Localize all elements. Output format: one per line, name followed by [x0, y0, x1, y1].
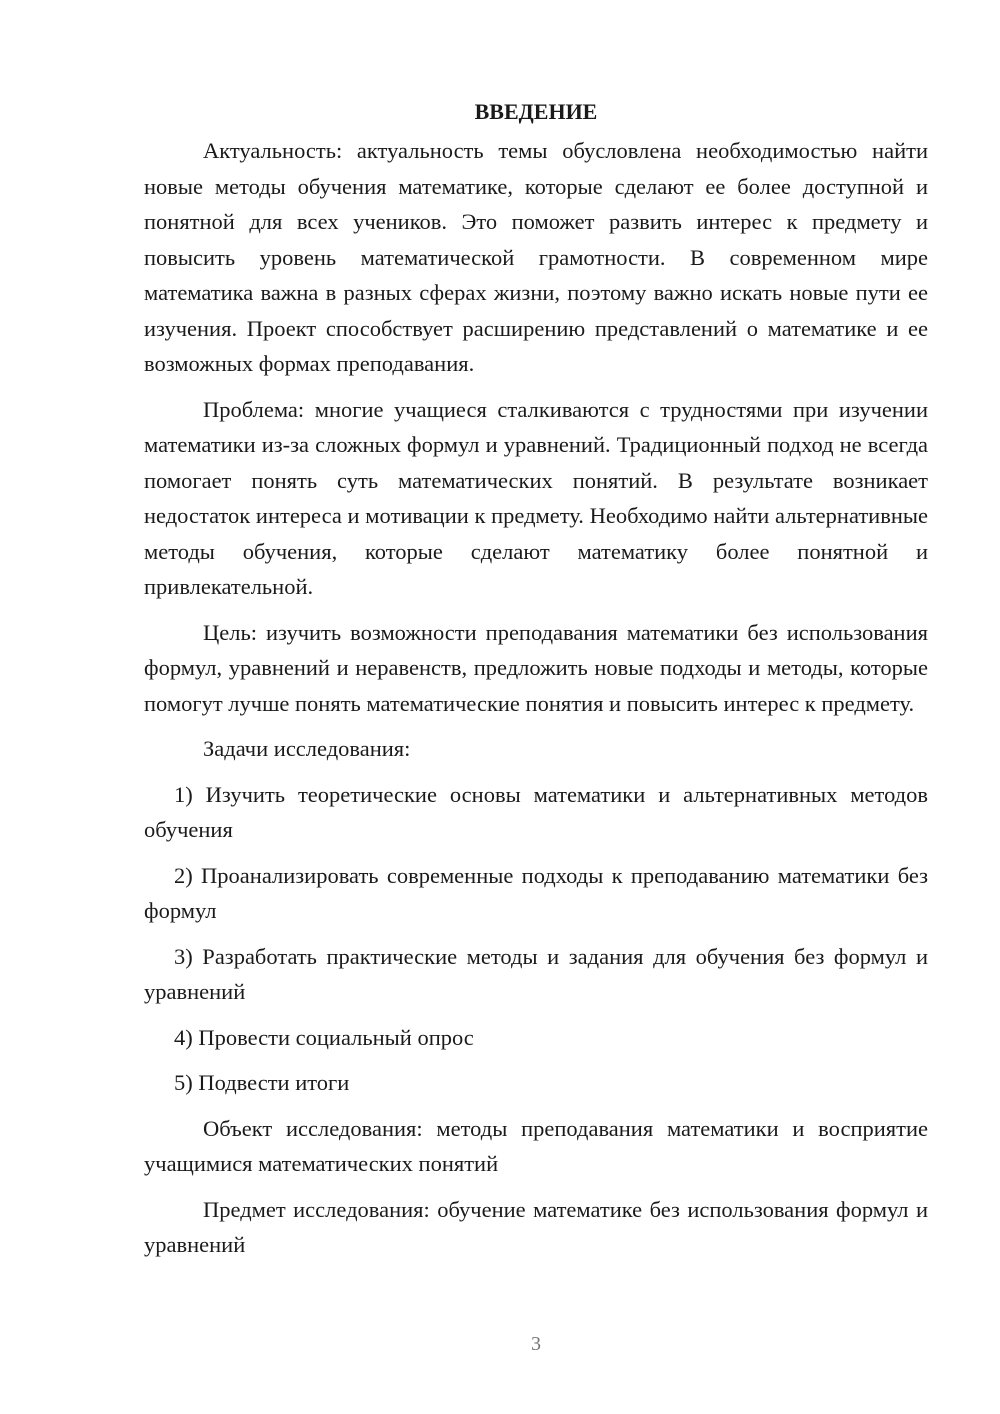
- page-number: 3: [531, 1333, 541, 1355]
- paragraph-subject: Предмет исследования: обучение математике без использования формул и уравнений: [144, 1196, 928, 1257]
- paragraph-problem: Проблема: многие учащиеся сталкиваются с трудностями при изучении математики из-за сложных формул и уравнений. Традиционный подход не всегда помогает понять суть математических понятий. В результате возникает недостаток интереса и мотивации к предмету. Необходимо найти альтернативные методы обучения, которые сделают математику более понятной и привлекательной.: [144, 396, 928, 599]
- document-body: [144, 94, 928, 1273]
- paragraph-tasks-heading: Задачи исследования:: [203, 736, 411, 761]
- task-item-2: 2) Проанализировать современные подходы к преподаванию математики без формул: [144, 862, 928, 923]
- task-item-3: 3) Разработать практические методы и задания для обучения без формул и уравнений: [144, 943, 928, 1004]
- section-title: ВВЕДЕНИЕ: [474, 99, 598, 124]
- paragraph-relevance: Актуальность: актуальность темы обусловлена необходимостью найти новые методы обучения математике, которые сделают ее более доступной и понятной для всех учеников. Это поможет развить интерес к предмету и повысить уровень математической грамотности. В современном мире математика важна в разных сферах жизни, поэтому важно искать новые пути ее изучения. Проект способствует расширению представлений о математике и ее возможных формах преподавания.: [144, 138, 928, 376]
- task-item-4: 4) Провести социальный опрос: [174, 1024, 474, 1050]
- task-item-5: 5) Подвести итоги: [174, 1070, 350, 1095]
- paragraph-goal: Цель: изучить возможности преподавания математики без использования формул, уравнений и неравенств, предложить новые подходы и методы, которые помогут лучше понять математические понятия и повысить интерес к предмету.: [144, 619, 928, 716]
- task-item-1: 1) Изучить теоретические основы математики и альтернативных методов обучения: [144, 781, 928, 842]
- paragraph-object: Объект исследования: методы преподавания математики и восприятие учащимися математических понятий: [144, 1115, 928, 1176]
